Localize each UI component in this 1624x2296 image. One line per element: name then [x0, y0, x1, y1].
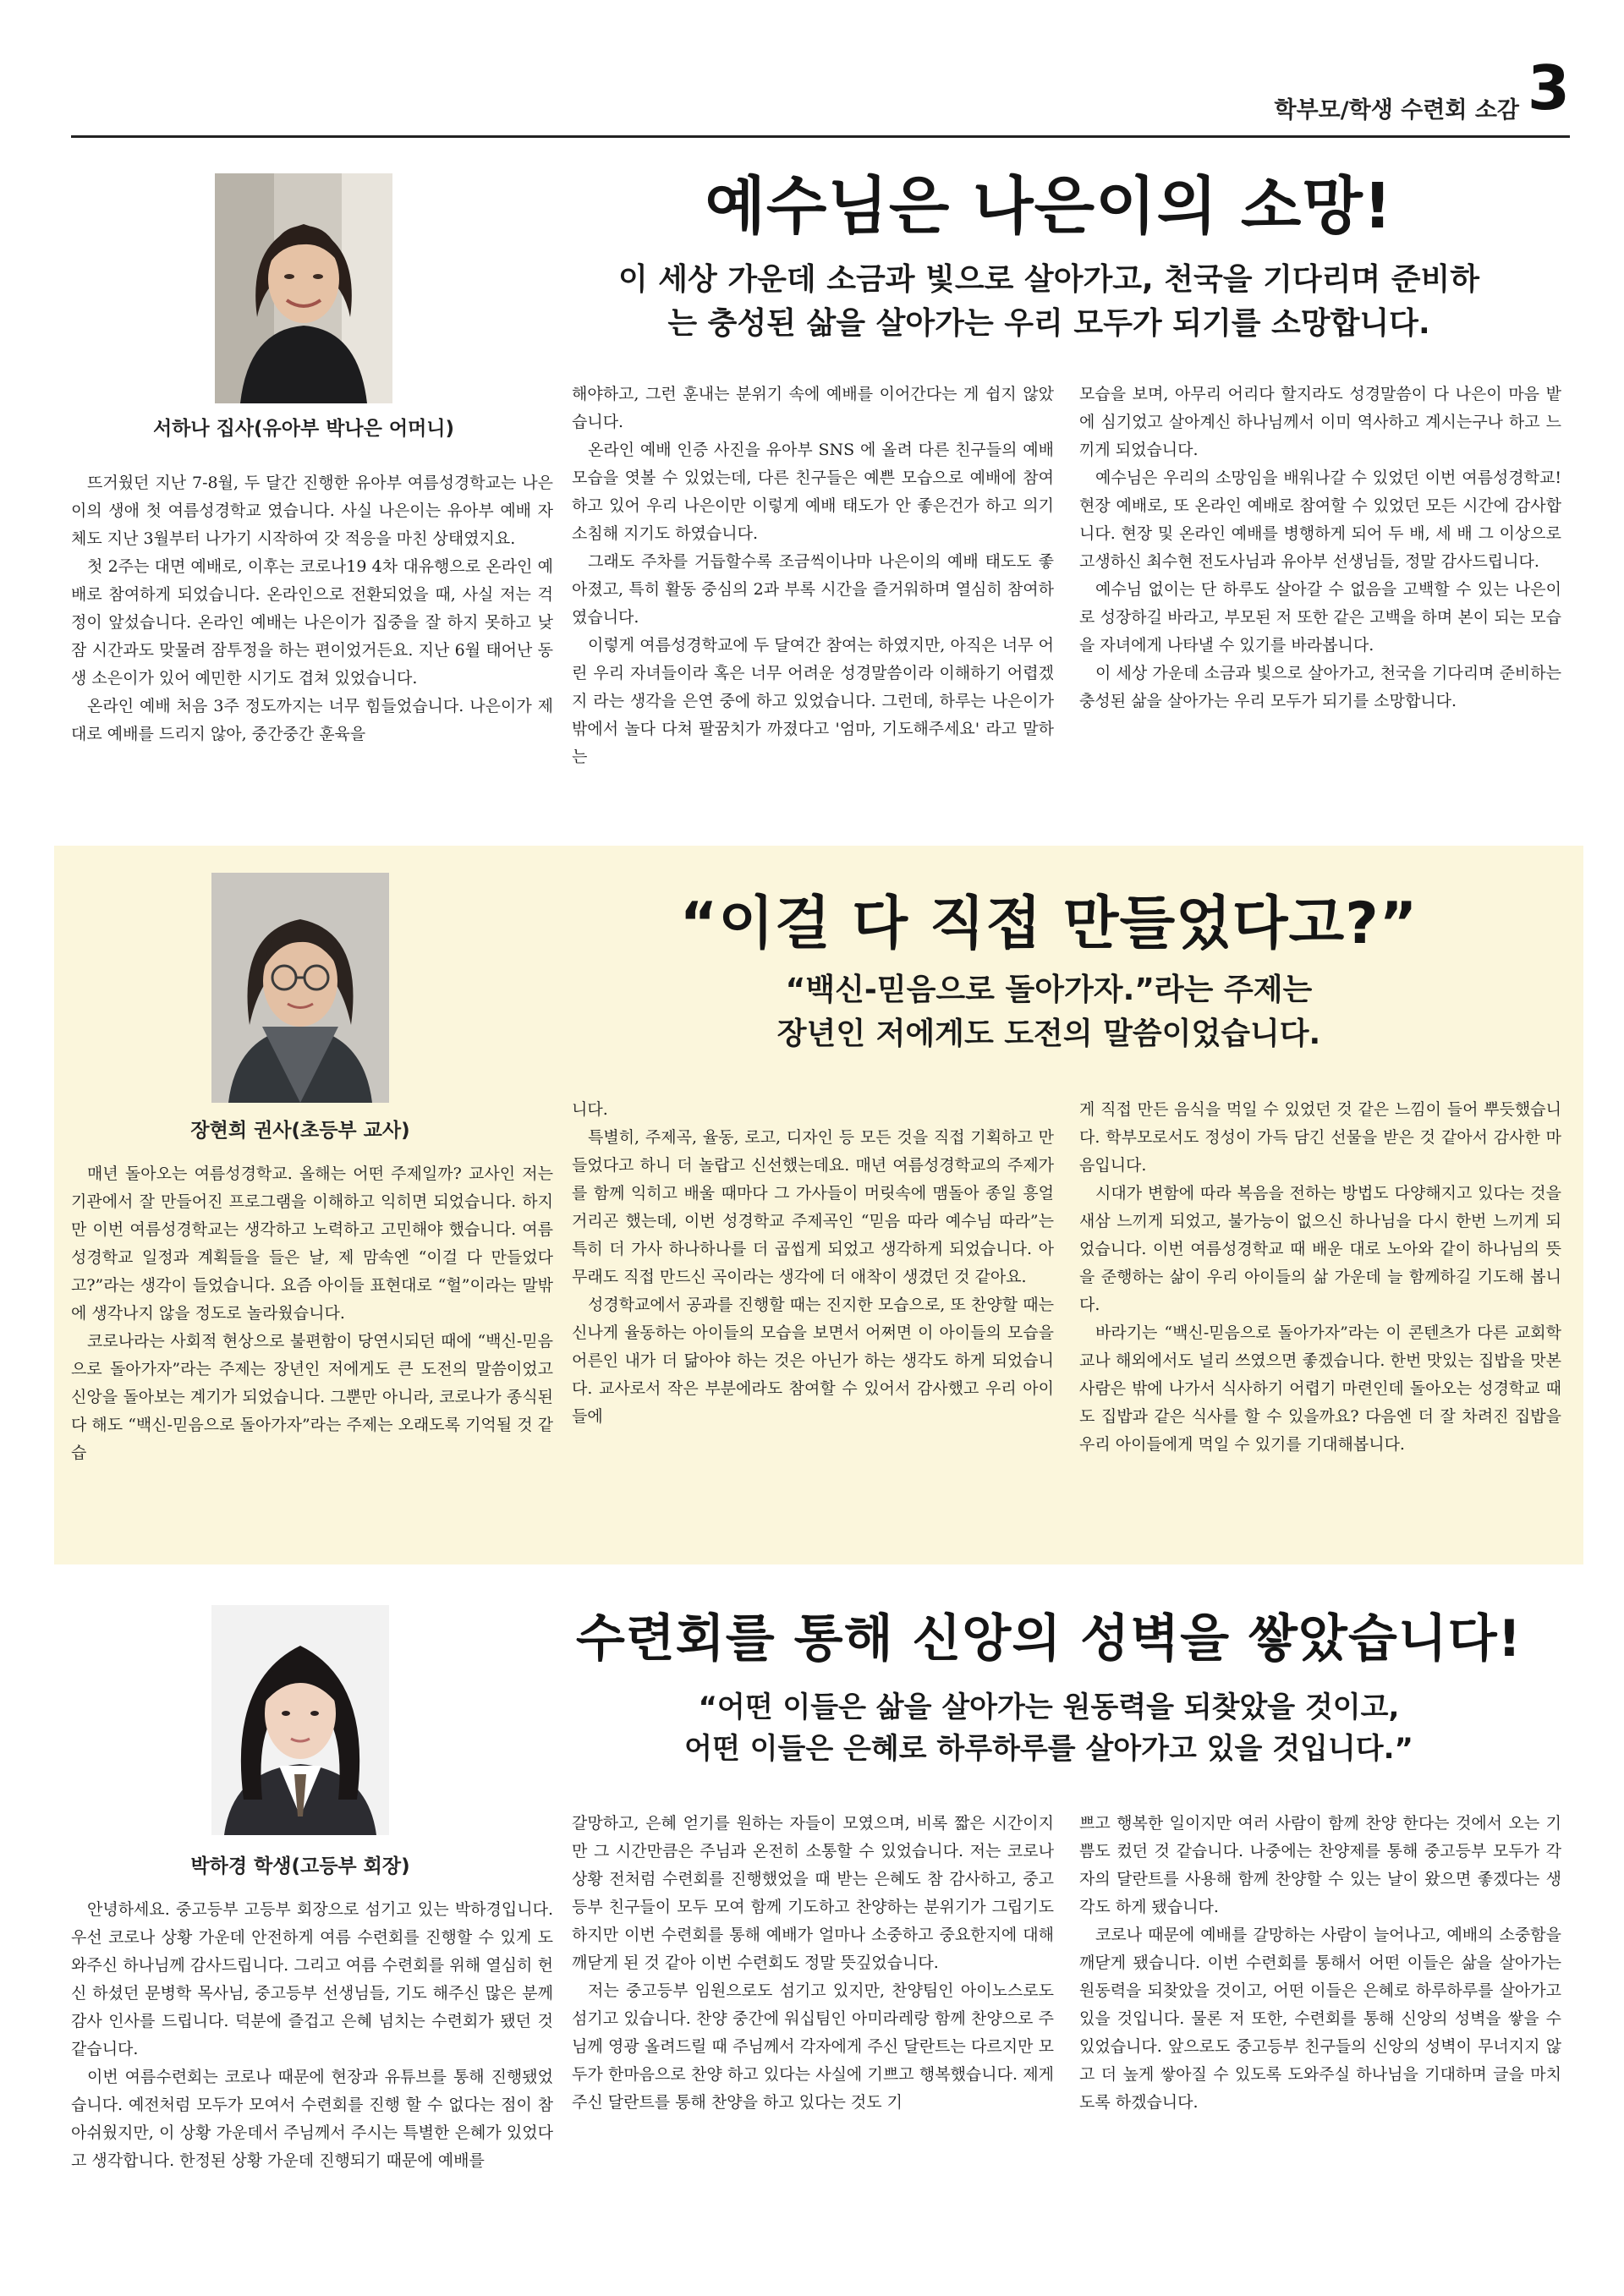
article-column-1 — [71, 1160, 553, 1549]
paragraph: 뜨거웠던 지난 7-8월, 두 달간 진행한 유아부 여름성경학교는 나은이의 생애 첫 여름성경학교 였습니다. 사실 나은이는 유아부 예배 자체도 지난 3월부터 나가기 시작하여 갓 적응을 마친 상태였지요. — [71, 474, 553, 548]
article-subhead — [541, 968, 1556, 1056]
article-1 — [0, 144, 1624, 837]
paragraph: 예수님 없이는 단 하루도 살아갈 수 없음을 고백할 수 있는 나은이로 성장하길 바라고, 부모된 저 또한 같은 고백을 하며 본이 되는 모습을 자녀에게 나타낼 수 있기를 바라봅니다. — [1079, 580, 1561, 655]
page-header — [71, 51, 1570, 138]
paragraph: 예수님은 우리의 소망임을 배워나갈 수 있었던 이번 여름성경학교! 현장 예배로, 또 온라인 예배로 참여할 수 있었던 모든 시간에 감사합니다. 현장 및 온라인 예배를 병행하게 되어 두 배, 세 배 그 이상으로 고생하신 최수현 전도사님과 유아부 선생님들, 정말 감사드립니다. — [1079, 469, 1561, 571]
subhead-line: 는 충성된 삶을 살아가는 우리 모두가 되기를 소망합니다. — [667, 306, 1430, 342]
paragraph: 이렇게 여름성경학교에 두 달여간 참여는 하였지만, 아직은 너무 어린 우리 자녀들이라 혹은 너무 어려운 성경말씀이라 이해하기 어렵겠지 라는 생각을 은연 중에 하고 있었습니다. 그런데, 하루는 나은이가 밖에서 놀다 다쳐 팔꿈치가 까졌다고 '엄마, 기도해주세요' 라고 말하는 — [572, 636, 1054, 766]
paragraph: 저는 중고등부 임원으로도 섬기고 있지만, 찬양팀인 아이노스로도 섬기고 있습니다. 찬양 중간에 워십팀인 아미라레랑 함께 찬양으로 주님께 영광 올려드릴 때 주님께서 각자에게 주신 달란트는 다르지만 모두가 한마음으로 찬양 하고 있다는 사실에 기쁘고 행복했습니다. 제게 주신 달란트를 통해 찬양을 하고 있다는 것도 기 — [572, 1981, 1054, 2112]
article-subhead — [541, 258, 1556, 346]
paragraph: 온라인 예배 인증 사진을 유아부 SNS 에 올려 다른 친구들의 예배 모습을 엿볼 수 있었는데, 다른 친구들은 예쁜 모습으로 예배에 참여하고 있어 우리 나은이만 이렇게 예배 태도가 안 좋은건가 하고 의기소침해 지기도 하였습니다. — [572, 441, 1054, 543]
paragraph: 코로나라는 사회적 현상으로 불편함이 당연시되던 때에 “백신-믿음으로 돌아가자”라는 주제는 장년인 저에게도 큰 도전의 말씀이었고 신앙을 돌아보는 계기가 되었습니다. 그뿐만 아니라, 코로나가 종식된다 해도 “백신-믿음으로 돌아가자”라는 주제는 오래도록 기억될 것 같습 — [71, 1332, 553, 1462]
paragraph: 해야하고, 그런 훈내는 분위기 속에 예배를 이어간다는 게 쉽지 않았습니다. — [572, 385, 1054, 431]
paragraph: 그래도 주차를 거듭할수록 조금씩이나마 나은이의 예배 태도도 좋아졌고, 특히 활동 중심의 2과 부록 시간을 즐거워하며 열심히 참여하였습니다. — [572, 552, 1054, 627]
article-2 — [0, 846, 1624, 1564]
article-3 — [0, 1581, 1624, 2283]
article-column-1 — [71, 1896, 553, 2277]
subhead-line: 장년인 저에게도 도전의 말씀이었습니다. — [776, 1016, 1321, 1052]
paragraph: 쁘고 행복한 일이지만 여러 사람이 함께 찬양 한다는 것에서 오는 기쁨도 컸던 것 같습니다. 나중에는 찬양제를 통해 중고등부 모두가 각자의 달란트를 사용해 함께 찬양할 수 있는 날이 왔으면 좋겠다는 생각도 하게 됐습니다. — [1079, 1814, 1561, 1916]
paragraph: 이 세상 가운데 소금과 빛으로 살아가고, 천국을 기다리며 준비하는 충성된 삶을 살아가는 우리 모두가 되기를 소망합니다. — [1079, 664, 1561, 710]
article-column-3 — [1079, 1096, 1561, 1549]
author-photo-image — [211, 873, 389, 1103]
article-headline: “이걸 다 직접 만들었다고?” — [679, 890, 1418, 957]
article-subhead — [541, 1687, 1556, 1771]
paragraph: 니다. — [572, 1100, 608, 1119]
paragraph: 이번 여름수련회는 코로나 때문에 현장과 유튜브를 통해 진행됐었습니다. 예전처럼 모두가 모여서 수련회를 진행 할 수 없다는 점이 참 아쉬웠지만, 이 상황 가운데서 주님께서 주시는 특별한 은혜가 있었다고 생각합니다. 한정된 상황 가운데 진행되기 때문에 예배를 — [71, 2068, 553, 2170]
author-caption: 장현희 권사(초등부 교사) — [190, 1120, 410, 1142]
article-column-3 — [1079, 1810, 1561, 2277]
paragraph: 모습을 보며, 아무리 어리다 할지라도 성경말씀이 다 나은이 마음 밭에 심기었고 살아계신 하나님께서 이미 역사하고 계시는구나 하고 느끼게 되었습니다. — [1079, 385, 1561, 459]
article-headline: 수련회를 통해 신앙의 성벽을 쌓았습니다! — [575, 1609, 1522, 1669]
author-caption: 서하나 집사(유아부 박나은 어머니) — [152, 418, 455, 440]
article-column-3 — [1079, 381, 1561, 833]
subhead-line: “어떤 이들은 삶을 살아가는 원동력을 되찾았을 것이고, — [698, 1690, 1400, 1724]
article-column-2 — [572, 381, 1054, 833]
author-photo-image — [215, 173, 392, 403]
section-title: 학부모/학생 수련회 소감 — [1274, 97, 1519, 123]
author-caption: 박하경 학생(고등부 회장) — [190, 1855, 410, 1877]
paragraph: 코로나 때문에 예배를 갈망하는 사람이 늘어나고, 예배의 소중함을 깨닫게 됐습니다. 이번 수련회를 통해서 어떤 이들은 삶을 살아가는 원동력을 되찾았을 것이고, 어떤 이들은 은혜로 하루하루를 살아가고 있을 것입니다. 물론 저 또한, 수련회를 통해 신앙의 성벽을 쌓을 수 있었습니다. 앞으로도 중고등부 친구들의 신앙의 성벽이 무너지지 않고 더 높게 쌓아질 수 있도록 도와주실 하나님을 기대하며 글을 마치도록 하겠습니다. — [1079, 1926, 1561, 2112]
subhead-line: 이 세상 가운데 소금과 빛으로 살아가고, 천국을 기다리며 준비하 — [617, 262, 1480, 297]
paragraph: 게 직접 만든 음식을 먹일 수 있었던 것 같은 느낌이 들어 뿌듯했습니다. 학부모로서도 정성이 가득 담긴 선물을 받은 것 같아서 감사한 마음입니다. — [1079, 1100, 1561, 1175]
paragraph: 성경학교에서 공과를 진행할 때는 진지한 모습으로, 또 찬양할 때는 신나게 율동하는 아이들의 모습을 보면서 어쩌면 이 아이들의 모습을 어른인 내가 더 닮아야 하는 것은 아닌가 하는 생각도 하게 되었습니다. 교사로서 작은 부분에라도 참여할 수 있어서 감사했고 우리 아이들에 — [572, 1296, 1054, 1426]
subhead-line: 어떤 이들은 은혜로 하루하루를 살아가고 있을 것입니다.” — [684, 1732, 1413, 1767]
author-photo — [215, 173, 392, 403]
author-photo-image — [211, 1605, 389, 1835]
paragraph: 특별히, 주제곡, 율동, 로고, 디자인 등 모든 것을 직접 기획하고 만들었다고 하니 더 놀랍고 신선했는데요. 매년 여름성경학교의 주제가를 함께 익히고 배울 때마다 그 가사들이 머릿속에 맴돌아 종일 흥얼거리곤 했는데, 이번 성경학교 주제곡인 “믿음 따라 예수님 따라”는 특히 더 가사 하나하나를 더 곱씹게 되었고 생각하게 되었습니다. 아무래도 직접 만드신 곡이라는 생각에 더 애착이 생겼던 것 같아요. — [572, 1128, 1054, 1286]
paragraph: 시대가 변함에 따라 복음을 전하는 방법도 다양해지고 있다는 것을 새삼 느끼게 되었고, 불가능이 없으신 하나님을 다시 한번 느끼게 되었습니다. 이번 여름성경학교 때 배운 대로 노아와 같이 하나님의 뜻을 준행하는 삶이 우리 아이들의 삶 가운데 늘 함께하길 기도해 봅니다. — [1079, 1184, 1561, 1314]
paragraph: 안녕하세요. 중고등부 고등부 회장으로 섬기고 있는 박하경입니다. 우선 코로나 상황 가운데 안전하게 여름 수련회를 진행할 수 있게 도와주신 하나님께 감사드립니다. 그리고 여름 수련회를 위해 열심히 헌신 하셨던 문병학 목사님, 중고등부 선생님들, 기도 해주신 많은 분께 감사 인사를 드립니다. 덕분에 즐겁고 은혜 넘치는 수련회가 됐던 것 같습니다. — [71, 1900, 553, 2058]
paragraph: 바라기는 “백신-믿음으로 돌아가자”라는 이 콘텐츠가 다른 교회학교나 해외에서도 널리 쓰였으면 좋겠습니다. 한번 맛있는 집밥을 맛본 사람은 밖에 나가서 식사하기 어렵기 마련인데 돌아오는 성경학교 때도 집밥과 같은 식사를 할 수 있을까요? 다음엔 더 잘 차려진 집밥을 우리 아이들에게 먹일 수 있기를 기대해봅니다. — [1079, 1323, 1561, 1454]
paragraph: 첫 2주는 대면 예배로, 이후는 코로나19 4차 대유행으로 온라인 예배로 참여하게 되었습니다. 온라인으로 전환되었을 때, 사실 저는 걱정이 앞섰습니다. 온라인 예배는 나은이가 집중을 잘 하지 못하고 낮잠 시간과도 맞물려 잠투정을 하는 편이었거든요. 지난 6월 태어난 동생 소은이가 있어 예민한 시기도 겹쳐 있었습니다. — [71, 557, 553, 688]
subhead-line: “백신-믿음으로 돌아가자.”라는 주제는 — [785, 973, 1313, 1007]
page-number: 3 — [1527, 52, 1570, 123]
paragraph: 매년 돌아오는 여름성경학교. 올해는 어떤 주제일까? 교사인 저는 기관에서 잘 만들어진 프로그램을 이해하고 익히면 되었습니다. 하지만 이번 여름성경학교는 생각하고 노력하고 고민해야 했습니다. 여름성경학교 일정과 계획들을 들은 날, 제 맘속엔 “이걸 다 만들었다고?”라는 생각이 들었습니다. 요즘 아이들 표현대로 “헐”이라는 말밖에 생각나지 않을 정도로 놀라웠습니다. — [71, 1164, 553, 1323]
article-column-1 — [71, 469, 553, 833]
paragraph: 갈망하고, 은혜 얻기를 원하는 자들이 모였으며, 비록 짧은 시간이지만 그 시간만큼은 주님과 온전히 소통할 수 있었습니다. 저는 코로나 상황 전처럼 수련회를 진행했었을 때 받는 은혜도 참 감사하고, 중고등부 친구들이 모두 모여 함께 기도하고 찬양하는 분위기가 그립기도 하지만 이번 수련회를 통해 예배가 얼마나 소중하고 중요한지에 대해 깨닫게 된 것 같아 이번 수련회도 정말 뜻깊었습니다. — [572, 1814, 1054, 1972]
article-column-2 — [572, 1810, 1054, 2277]
paragraph: 온라인 예배 처음 3주 정도까지는 너무 힘들었습니다. 나은이가 제대로 예배를 드리지 않아, 중간중간 훈육을 — [71, 697, 553, 743]
article-column-2 — [572, 1096, 1054, 1549]
author-photo — [211, 1605, 389, 1835]
author-photo — [211, 873, 389, 1103]
article-headline: 예수님은 나은이의 소망! — [705, 170, 1393, 243]
